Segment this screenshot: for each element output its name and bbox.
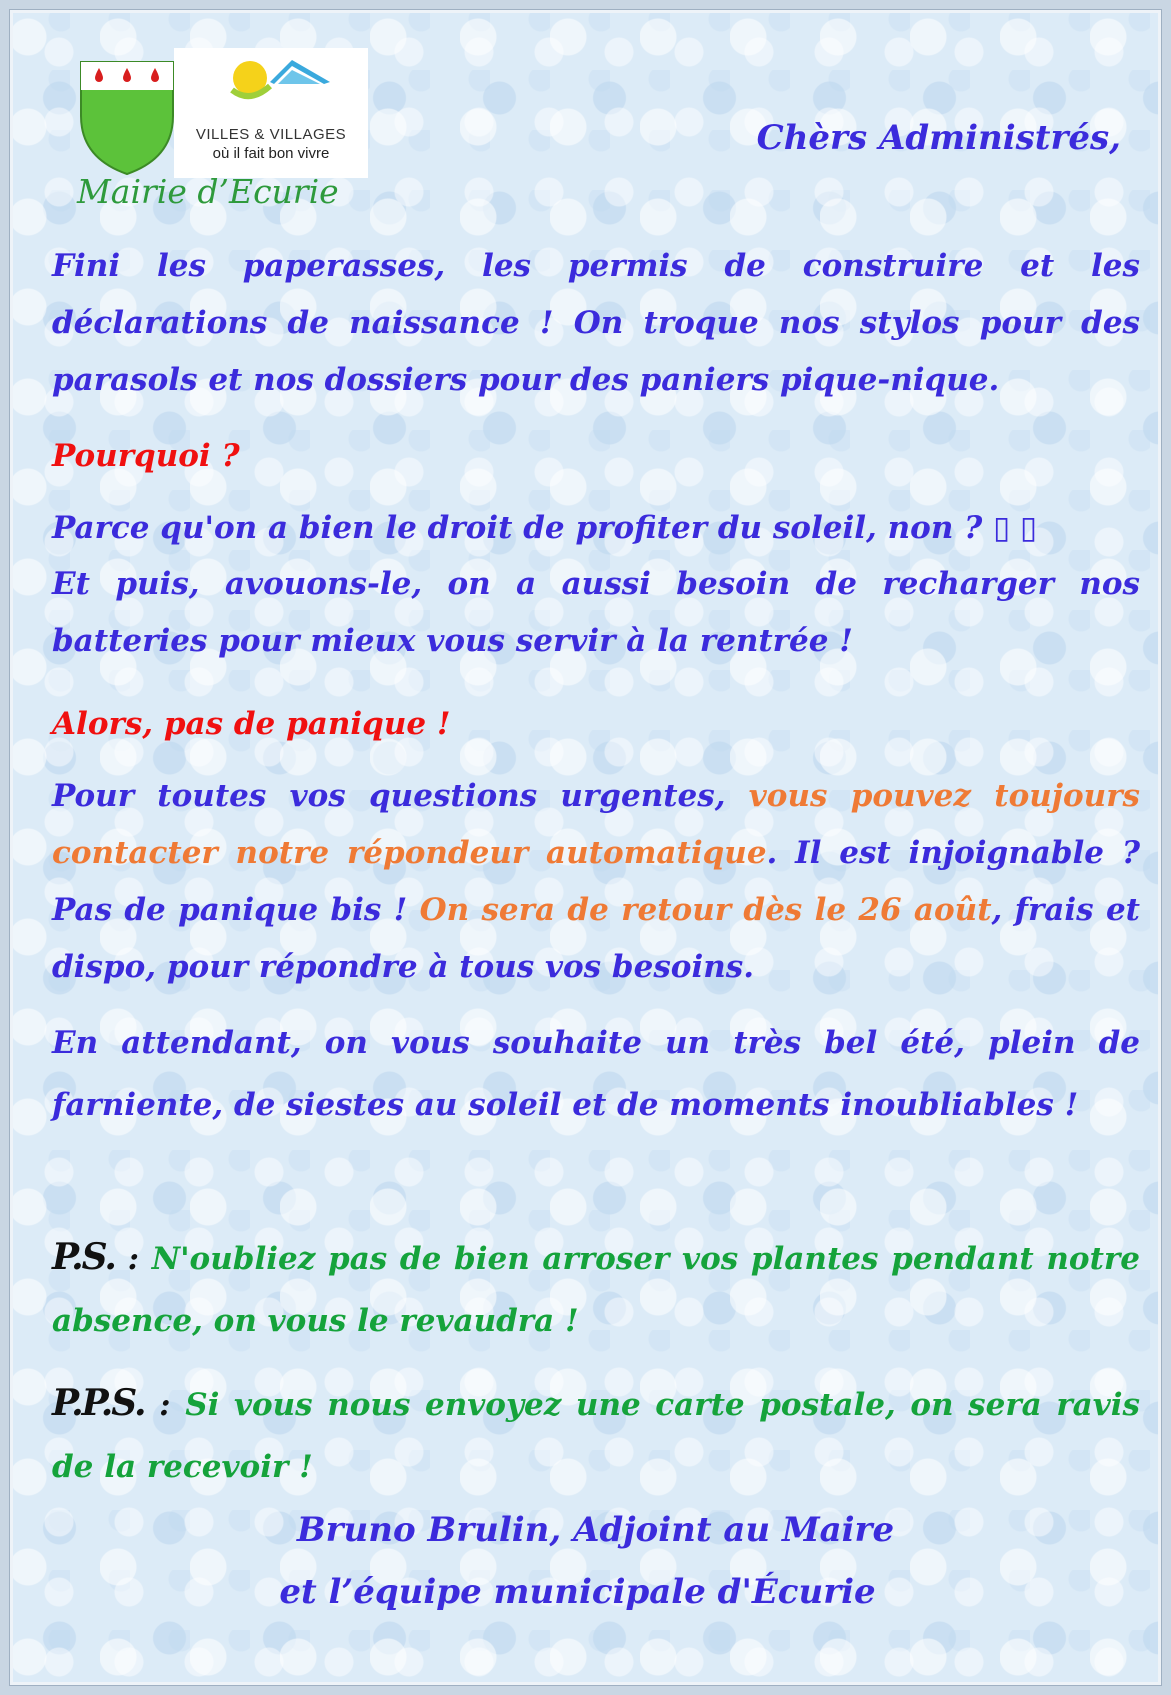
urgent-text-c: . Il est injoignable ? Pas de panique bis ! xyxy=(52,835,1140,928)
reason-text: Parce qu'on a bien le droit de profiter du soleil, non ? xyxy=(52,510,983,546)
signature-line2: et l’équipe municipale d'Écurie xyxy=(279,1572,876,1612)
pps-label: P.P.S. xyxy=(52,1382,145,1424)
post-postscript xyxy=(52,1372,1140,1498)
heading-panic: Alors, pas de panique ! xyxy=(52,706,451,742)
signature-line1: Bruno Brulin, Adjoint au Maire xyxy=(296,1510,895,1550)
urgent-text-answering-machine: vous pouvez toujours contacter notre répondeur automatique xyxy=(52,778,1140,871)
paragraph-summer-wishes: En attendant, on vous souhaite un très bel été, plein de farniente, de siestes au soleil et de moments inoubliables ! xyxy=(52,1025,1140,1123)
urgent-text-a: Pour toutes vos questions urgentes, xyxy=(52,778,749,814)
sun-house-icon xyxy=(174,48,368,128)
pps-separator: : xyxy=(144,1387,186,1423)
urgent-text-return-date: On sera de retour dès le 26 août xyxy=(419,892,992,928)
paragraph-reason-line2: Et puis, avouons-le, on a aussi besoin de recharger nos batteries pour mieux vous servir à la rentrée ! xyxy=(52,566,1140,659)
pps-text: Si vous nous envoyez une carte postale, on sera ravis de la recevoir ! xyxy=(52,1387,1140,1485)
urgent-text-e: , frais et dispo, pour répondre à tous vos besoins. xyxy=(52,892,1140,985)
paragraph-intro: Fini les paperasses, les permis de construire et les déclarations de naissance ! On troque nos stylos pour des parasols et nos dossiers pour des paniers pique-nique. xyxy=(52,248,1140,398)
logo-text-line1: VILLES & VILLAGES xyxy=(195,126,347,143)
paragraph-urgent xyxy=(52,768,1140,996)
ps-separator: : xyxy=(114,1241,152,1277)
heading-why: Pourquoi ? xyxy=(52,438,240,474)
ps-label: P.S. xyxy=(52,1236,115,1278)
villes-villages-logo xyxy=(174,48,368,178)
emoji-placeholder-icon: ▯ ▯ xyxy=(993,510,1038,546)
paragraph-reason-line1 xyxy=(52,500,1140,557)
ps-text: N'oubliez pas de bien arroser vos plantes pendant notre absence, on vous le revaudra ! xyxy=(52,1241,1140,1339)
mairie-name: Mairie d’Ecurie xyxy=(77,172,339,211)
coat-of-arms-icon xyxy=(77,58,177,178)
logo-block xyxy=(72,48,372,218)
logo-text-line2: où il fait bon vivre xyxy=(212,145,330,162)
greeting: Chèrs Administrés, xyxy=(756,118,1121,158)
postscript xyxy=(52,1226,1140,1352)
